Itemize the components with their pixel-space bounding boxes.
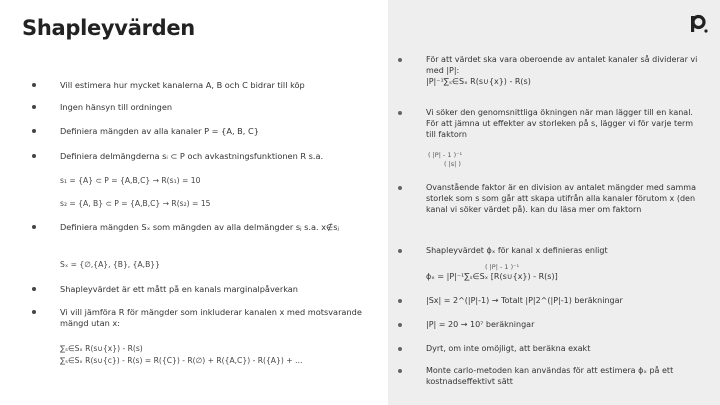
shapley-formula: ϕₓ = |P|⁻¹∑ₛ∈Sₓ [R(s∪{x}) - R(s)] xyxy=(426,272,558,281)
right-bullet-expensive xyxy=(426,344,701,355)
bullet-dot xyxy=(32,310,36,314)
bullet-text: Ingen hänsyn till ordningen xyxy=(60,102,173,112)
bullet-dot xyxy=(398,186,402,190)
binomial-factor: ( |P| - 1 )⁻¹ xyxy=(428,151,463,159)
right-bullet-factor xyxy=(426,183,701,215)
bullet-text: Definiera mängden av alla kanaler P = {A, B, C} xyxy=(60,126,259,136)
right-bullet-size xyxy=(426,296,701,307)
bullet-dot xyxy=(398,299,402,303)
left-bullet-order xyxy=(60,102,380,113)
right-bullet-p20 xyxy=(426,320,701,331)
bullet-text: Shapleyvärdet ϕₓ för kanal x definieras enligt xyxy=(426,246,608,255)
bullet-dot xyxy=(32,225,36,229)
bullet-dot xyxy=(398,58,402,62)
bullet-text: Vill estimera hur mycket kanalerna A, B och C bidrar till köp xyxy=(60,80,305,90)
left-bullet-goal xyxy=(60,80,380,91)
formula-sum-2: ∑ₛ∈Sₓ R(s∪{c}) - R(s) = R({C}) - R(∅) + R({A,C}) - R({A}) + … xyxy=(60,356,303,365)
bullet-text: Vi vill jämföra R för mängder som inkluderar kanalen x med motsvarande mängd utan x: xyxy=(60,307,362,328)
bullet-text: Definiera mängden Sₓ som mängden av alla delmängder sⱼ s.a. x∉sⱼ xyxy=(60,222,339,232)
example-s1: s₁ = {A} ⊂ P = {A,B,C} → R(s₁) = 10 xyxy=(60,176,201,185)
bullet-dot xyxy=(32,287,36,291)
bullet-dot xyxy=(32,129,36,133)
bullet-text: För att värdet ska vara oberoende av antalet kanaler så dividerar vi med |P|: xyxy=(426,55,698,75)
bullet-text: Shapleyvärdet är ett mått på en kanals marginalpåverkan xyxy=(60,284,298,294)
bullet-dot xyxy=(32,83,36,87)
bullet-dot xyxy=(32,105,36,109)
bullet-text: Vi söker den genomsnittliga ökningen när man lägger till en kanal. För att jämna ut effekter av storleken på s, lägger vi för varje term till faktorn xyxy=(426,108,693,139)
bullet-dot xyxy=(398,347,402,351)
left-bullet-compare xyxy=(60,307,380,329)
bullet-text: |P| = 20 → 10⁷ beräkningar xyxy=(426,320,535,329)
bullet-dot xyxy=(398,323,402,327)
binomial-factor-2: ( |P| - 1 )⁻¹ xyxy=(485,263,520,271)
right-bullet-monte-carlo xyxy=(426,366,701,388)
bullet-text: Monte carlo-metoden kan användas för att estimera ϕₓ på ett kostnadseffektivt sätt xyxy=(426,366,674,386)
left-bullet-sx xyxy=(60,222,380,233)
bullet-text: Dyrt, om inte omöjligt, att beräkna exakt xyxy=(426,344,591,353)
left-bullet-set-p xyxy=(60,126,380,137)
left-bullet-shapley-measure xyxy=(60,284,380,295)
bullet-dot xyxy=(398,369,402,373)
example-s2: s₂ = {A, B} ⊂ P = {A,B,C} → R(s₂) = 15 xyxy=(60,199,211,208)
brand-p-logo-icon xyxy=(686,12,710,36)
right-bullet-shapley-def xyxy=(426,246,701,257)
formula-normalized-sum: |P|⁻¹∑ₛ∈Sₓ R(s∪{x}) - R(s) xyxy=(426,76,531,86)
formula-sum-1: ∑ₛ∈Sₓ R(s∪{x}) - R(s) xyxy=(60,344,143,353)
example-sx: Sₓ = {∅,{A}, {B}, {A,B}} xyxy=(60,260,160,269)
bullet-dot xyxy=(32,154,36,158)
bullet-text: Ovanstående faktor är en division av antalet mängder med samma storlek som s som går att skapa utifrån alla kanaler förutom x (den kanal vi söker värdet på). kan du läsa mer om faktorn xyxy=(426,183,696,214)
bullet-dot xyxy=(398,249,402,253)
right-bullet-normalize xyxy=(426,55,701,87)
binomial-factor-sub: ( |s| ) xyxy=(444,160,461,168)
page-title: Shapleyvärden xyxy=(22,16,195,40)
right-bullet-average xyxy=(426,108,701,140)
left-bullet-subsets xyxy=(60,151,380,162)
bullet-text: |Sx| = 2^(|P|-1) → Totalt |P|2^(|P|-1) beräkningar xyxy=(426,296,623,305)
bullet-text: Definiera delmängderna sᵢ ⊂ P och avkastningsfunktionen R s.a. xyxy=(60,151,324,161)
bullet-dot xyxy=(398,111,402,115)
